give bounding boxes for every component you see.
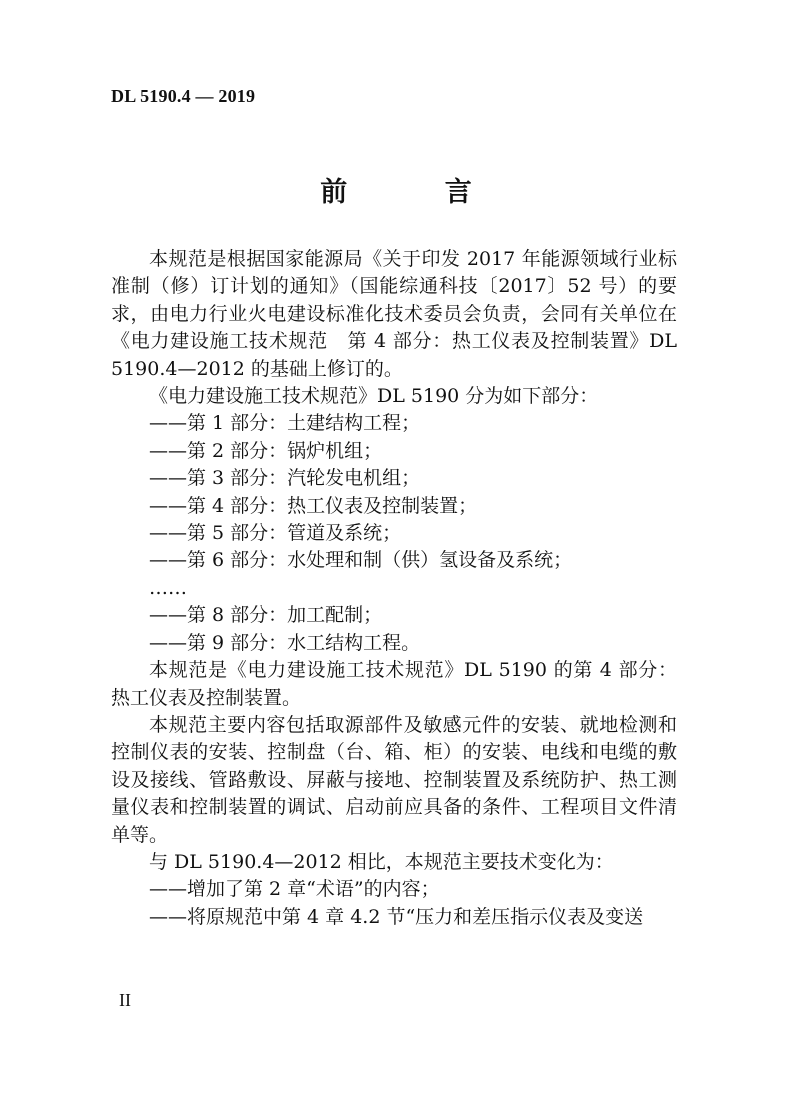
page-number: II bbox=[119, 990, 131, 1010]
list-item-part-5: ——第 5 部分：管道及系统； bbox=[149, 522, 402, 545]
paragraph-this-part: 本规范是《电力建设施工技术规范》DL 5190 的第 4 部分：热工仪表及控制装置。 bbox=[111, 659, 677, 709]
paragraph-changes-intro: 与 DL 5190.4—2012 相比，本规范主要技术变化为： bbox=[149, 850, 614, 873]
page-title: 前 言 bbox=[320, 177, 516, 208]
list-item-part-2: ——第 2 部分：锅炉机组； bbox=[149, 439, 383, 462]
document-code: DL 5190.4 — 2019 bbox=[111, 86, 256, 106]
list-item-part-4: ——第 4 部分：热工仪表及控制装置； bbox=[149, 494, 478, 517]
list-item-part-9: ——第 9 部分：水工结构工程。 bbox=[149, 631, 421, 654]
list-item-part-8: ——第 8 部分：加工配制； bbox=[149, 604, 383, 627]
list-item-part-3: ——第 3 部分：汽轮发电机组； bbox=[149, 467, 421, 490]
list-item-part-6: ——第 6 部分：水处理和制（供）氢设备及系统； bbox=[149, 549, 573, 572]
paragraph-main-content: 本规范主要内容包括取源部件及敏感元件的安装、就地检测和控制仪表的安装、控制盘（台、箱、柜）的安装、电线和电缆的敷设及接线、管路敷设、屏蔽与接地、控制装置及系统防护、热工测量仪表和控制装置的调试、启动前应具备的条件、工程项目文件清单等。 bbox=[111, 713, 677, 846]
list-item-change-2: ——将原规范中第 4 章 4.2 节“压力和差压指示仪表及变送 bbox=[149, 905, 644, 928]
body-text bbox=[111, 246, 677, 931]
paragraph-origin: 本规范是根据国家能源局《关于印发 2017 年能源领域行业标准制（修）订计划的通知》（国能综通科技〔2017〕52 号）的要求，由电力行业火电建设标准化技术委员会负责，会同有关单位在《电力建设施工技术规范 第 4 部分：热工仪表及控制装置》DL 5190.4—2012 的基础上修订的。 bbox=[111, 248, 677, 380]
list-item-part-1: ——第 1 部分：土建结构工程； bbox=[149, 412, 421, 435]
list-item-change-1: ——增加了第 2 章“术语”的内容； bbox=[149, 878, 440, 901]
paragraph-parts-intro: 《电力建设施工技术规范》DL 5190 分为如下部分： bbox=[149, 385, 599, 408]
list-ellipsis: …… bbox=[149, 576, 187, 599]
